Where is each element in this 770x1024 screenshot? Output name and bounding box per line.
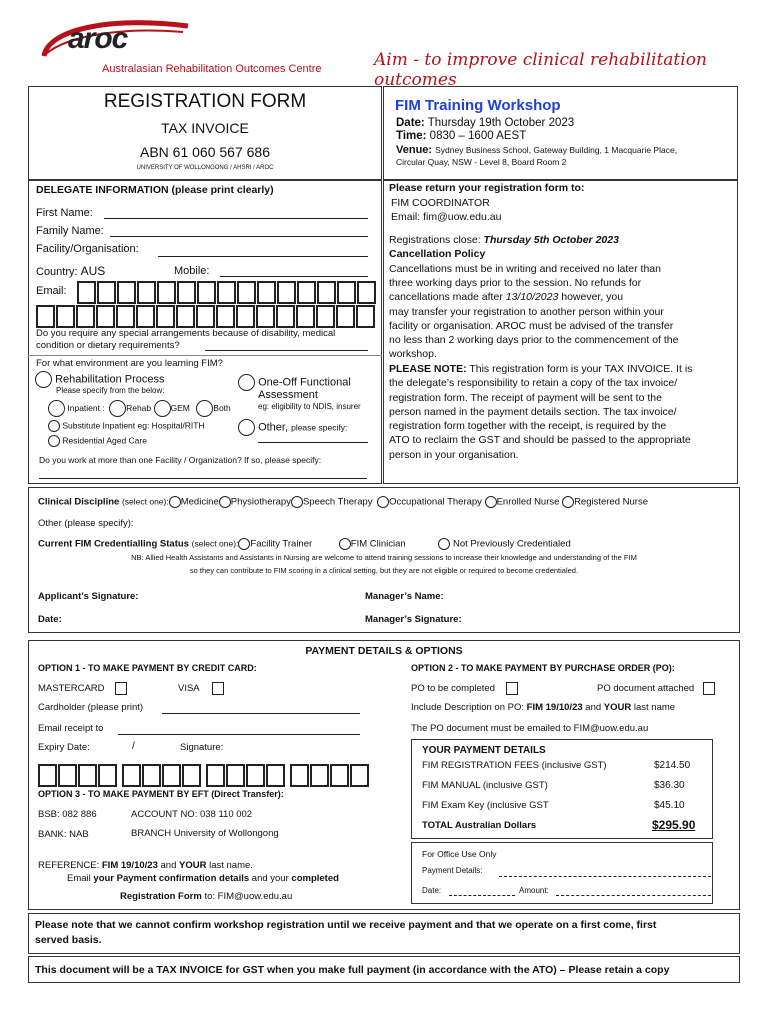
- delegate-heading: DELEGATE INFORMATION (please print clearly): [36, 184, 274, 196]
- form-title: REGISTRATION FORM: [103, 91, 307, 112]
- option-1-heading: OPTION 1 - TO MAKE PAYMENT BY CREDIT CARD:: [38, 663, 257, 673]
- oneoff-sub: eg: eligibility to NDIS, insurer: [258, 402, 361, 411]
- special-question-2: condition or dietary requirements?: [36, 340, 180, 351]
- option-2-heading: OPTION 2 - TO MAKE PAYMENT BY PURCHASE ORDER (PO):: [411, 663, 675, 673]
- reference-line-3: Registration Form to: FIM@uow.edu.au: [120, 891, 293, 902]
- return-email: Email: fim@uow.edu.au: [391, 211, 502, 223]
- workshop-venue: Venue: Sydney Business School, Gateway Building, 1 Macquarie Place,: [396, 144, 678, 156]
- policy-line-3: cancellations made after 13/10/2023 however, you: [389, 291, 624, 303]
- email-label: Email:: [36, 285, 67, 297]
- org-name: Australasian Rehabilitation Outcomes Centre: [102, 63, 322, 75]
- bank: BANK: NAB: [38, 829, 89, 840]
- office-date-field[interactable]: [449, 895, 515, 896]
- bsb: BSB: 082 886: [38, 809, 97, 820]
- clinical-discipline-row: Clinical Discipline (select one): Medicine Physiotherapy Speech Therapy Occupational Therapy Enrolled Nurse Registered Nurse: [38, 496, 648, 508]
- office-amount-field[interactable]: [556, 895, 711, 896]
- first-name-label: First Name:: [36, 207, 93, 219]
- fim-clinician-radio[interactable]: [339, 538, 351, 550]
- not-credentialed-radio[interactable]: [438, 538, 450, 550]
- po-email: The PO document must be emailed to FIM@uow.edu.au: [411, 723, 649, 734]
- gem-radio[interactable]: [154, 400, 171, 417]
- fee-row-1-amount: $214.50: [654, 760, 691, 771]
- other-option[interactable]: Other, please specify:: [238, 419, 347, 436]
- email-receipt-field[interactable]: [118, 734, 360, 735]
- po-description: Include Description on PO: FIM 19/10/23 and YOUR last name: [411, 702, 676, 713]
- mastercard-option: MASTERCARD: [38, 682, 127, 695]
- family-name-label: Family Name:: [36, 225, 104, 237]
- confirm-note-line-2: served basis.: [35, 934, 102, 946]
- option-3-heading: OPTION 3 - TO MAKE PAYMENT BY EFT (Direct Transfer):: [38, 789, 284, 799]
- section-divider: [28, 355, 382, 356]
- substitute-radio[interactable]: [48, 420, 60, 432]
- tax-invoice: TAX INVOICE: [161, 120, 249, 136]
- note-line-5: registration form together with the receipt, is required by the: [389, 420, 667, 432]
- note-line-3: registration form. The receipt of payment will be sent to the: [389, 392, 662, 404]
- confirm-note-line-1: Please note that we cannot confirm workshop registration until we receive payment and that we operate on a first come, first: [35, 919, 657, 931]
- manager-signature: Manager’s Signature:: [365, 614, 462, 625]
- medicine-radio[interactable]: [169, 496, 181, 508]
- workshop-date: Date: Thursday 19th October 2023: [396, 117, 575, 129]
- special-field[interactable]: [205, 350, 368, 351]
- branch: BRANCH University of Wollongong: [131, 828, 279, 839]
- policy-line-2: three working days prior to the session. No refunds for: [389, 277, 642, 289]
- cardholder-label: Cardholder (please print): [38, 702, 144, 713]
- multi-facility-field[interactable]: [39, 478, 367, 479]
- multi-facility-question: Do you work at more than one Facility / Organization? If so, please specify:: [39, 455, 322, 465]
- rehab-sub: Please specify from the below:: [56, 386, 165, 395]
- total-label: TOTAL Australian Dollars: [422, 820, 537, 831]
- policy-line-1: Cancellations must be in writing and received no later than: [389, 263, 661, 275]
- note-line-1: PLEASE NOTE: This registration form is your TAX INVOICE. It is: [389, 363, 693, 375]
- inpatient-radio[interactable]: [48, 400, 65, 417]
- return-heading: Please return your registration form to:: [389, 182, 585, 194]
- return-coordinator: FIM COORDINATOR: [391, 197, 490, 209]
- substitute-row[interactable]: Substitute Inpatient eg: Hospital/RITH: [48, 420, 205, 432]
- signature-date: Date:: [38, 614, 62, 625]
- logo-text: aroc: [68, 22, 128, 55]
- office-payment-details: Payment Details:: [422, 866, 483, 875]
- both-radio[interactable]: [196, 400, 213, 417]
- credentialling-row: Current FIM Credentialling Status (select one): Facility Trainer FIM Clinician Not Previously Credentialed: [38, 538, 571, 550]
- note-line-6: ATO to reclaim the GST and should be passed to the appropriate: [389, 434, 691, 446]
- fee-row-1-label: FIM REGISTRATION FEES (inclusive GST): [422, 760, 607, 771]
- fee-row-3-amount: $45.10: [654, 800, 685, 811]
- facility-label: Facility/Organisation:: [36, 243, 139, 255]
- abn: ABN 61 060 567 686: [140, 144, 270, 160]
- gst-note: This document will be a TAX INVOICE for GST when you make full payment (in accordance with the ATO) – Please retain a copy: [35, 964, 670, 976]
- workshop-venue-2: Circular Quay, NSW - Level 8, Board Room 2: [396, 157, 567, 167]
- policy-line-6: no less than 2 working days prior to the commencement of the: [389, 334, 679, 346]
- nb-line-1: NB: Allied Health Assistants and Assistants in Nursing are welcome to attend training sessions to increase their knowledge and understanding of the FIM: [131, 553, 637, 562]
- mastercard-checkbox[interactable]: [115, 682, 127, 695]
- office-amount: Amount:: [519, 886, 549, 895]
- expiry-label: Expiry Date:: [38, 742, 90, 753]
- policy-line-7: workshop.: [389, 348, 437, 360]
- registered-nurse-radio[interactable]: [562, 496, 574, 508]
- applicant-signature: Applicant’s Signature:: [38, 591, 139, 602]
- tagline: Aim - to improve clinical rehabilitation outcomes: [374, 50, 707, 90]
- po-attached-checkbox[interactable]: [703, 682, 715, 695]
- total-amount: $295.90: [652, 818, 696, 832]
- rehab-sub-radio[interactable]: [109, 400, 126, 417]
- po-complete-checkbox[interactable]: [506, 682, 518, 695]
- cancellation-heading: Cancellation Policy: [389, 248, 486, 260]
- physiotherapy-radio[interactable]: [219, 496, 231, 508]
- visa-checkbox[interactable]: [212, 682, 224, 695]
- your-payment-heading: YOUR PAYMENT DETAILS: [422, 745, 546, 756]
- rehab-option[interactable]: Rehabilitation Process: [35, 371, 165, 388]
- occupational-therapy-radio[interactable]: [377, 496, 389, 508]
- other-radio[interactable]: [238, 419, 255, 436]
- uni-line: UNIVERSITY OF WOLLONGONG / AHSRI / AROC: [136, 165, 274, 171]
- residential-row[interactable]: Residential Aged Care: [48, 435, 147, 447]
- email-char-boxes[interactable]: [77, 281, 377, 304]
- enrolled-nurse-radio[interactable]: [485, 496, 497, 508]
- rehab-radio[interactable]: [35, 371, 52, 388]
- expiry-slash: /: [132, 741, 135, 752]
- first-name-field[interactable]: [104, 218, 368, 219]
- oneoff-line2: Assessment: [258, 389, 318, 401]
- nb-line-2: so they can contribute to FIM scoring in a clinical setting, but they are not eligible or required to become credentialed.: [189, 566, 579, 575]
- cardholder-field[interactable]: [162, 713, 360, 714]
- clinical-other: Other (please specify):: [38, 518, 134, 529]
- email-receipt-label: Email receipt to: [38, 723, 104, 734]
- card-number-boxes[interactable]: [38, 764, 374, 787]
- policy-line-4: may transfer your registration to another person within your: [389, 306, 664, 318]
- speech-therapy-radio[interactable]: [291, 496, 303, 508]
- oneoff-radio[interactable]: [238, 374, 255, 391]
- office-use-heading: For Office Use Only: [422, 849, 497, 859]
- environment-question: For what environment are you learning FIM?: [36, 358, 223, 369]
- mobile-field[interactable]: [220, 276, 368, 277]
- manager-name: Manager’s Name:: [365, 591, 444, 602]
- note-line-2: the delegate’s responsibility to retain a copy of the tax invoice/: [389, 377, 678, 389]
- payment-heading: PAYMENT DETAILS & OPTIONS: [305, 645, 463, 657]
- po-complete-option: PO to be completed: [411, 682, 518, 695]
- reference-line: REFERENCE: FIM 19/10/23 and YOUR last name.: [38, 860, 253, 871]
- residential-radio[interactable]: [48, 435, 60, 447]
- signature-label: Signature:: [180, 742, 224, 753]
- workshop-title: FIM Training Workshop: [395, 97, 561, 114]
- mobile-label: Mobile:: [174, 265, 210, 277]
- email-char-boxes-2[interactable]: [36, 305, 376, 328]
- policy-line-5: facility or organisation. AROC must be advised of the transfer: [389, 320, 674, 332]
- facility-field[interactable]: [158, 256, 368, 257]
- workshop-time: Time: 0830 – 1600 AEST: [396, 130, 527, 142]
- account-number: ACCOUNT NO: 038 110 002: [131, 809, 253, 820]
- visa-option: VISA: [178, 682, 224, 695]
- note-line-4: person named in the payment details section. The tax invoice/: [389, 406, 677, 418]
- facility-trainer-radio[interactable]: [238, 538, 250, 550]
- family-name-field[interactable]: [110, 236, 368, 237]
- other-field[interactable]: [258, 442, 368, 443]
- special-question: Do you require any special arrangements because of disability, medical: [36, 328, 336, 339]
- po-attached-option: PO document attached: [597, 682, 715, 695]
- fee-row-2-amount: $36.30: [654, 780, 685, 791]
- fee-row-2-label: FIM MANUAL (inclusive GST): [422, 780, 548, 791]
- reference-line-2: Email your Payment confirmation details and your completed: [67, 873, 339, 884]
- note-line-7: person in your organisation.: [389, 449, 519, 461]
- fee-row-3-label: FIM Exam Key (inclusive GST: [422, 800, 549, 811]
- country-label: Country: AUS: [36, 264, 106, 278]
- office-details-field[interactable]: [499, 876, 711, 877]
- oneoff-option[interactable]: One-Off Functional: [238, 374, 351, 391]
- inpatient-row: Inpatient : Rehab GEM Both: [48, 400, 231, 417]
- office-date: Date:: [422, 886, 442, 895]
- registrations-close: Registrations close: Thursday 5th October 2023: [389, 234, 619, 246]
